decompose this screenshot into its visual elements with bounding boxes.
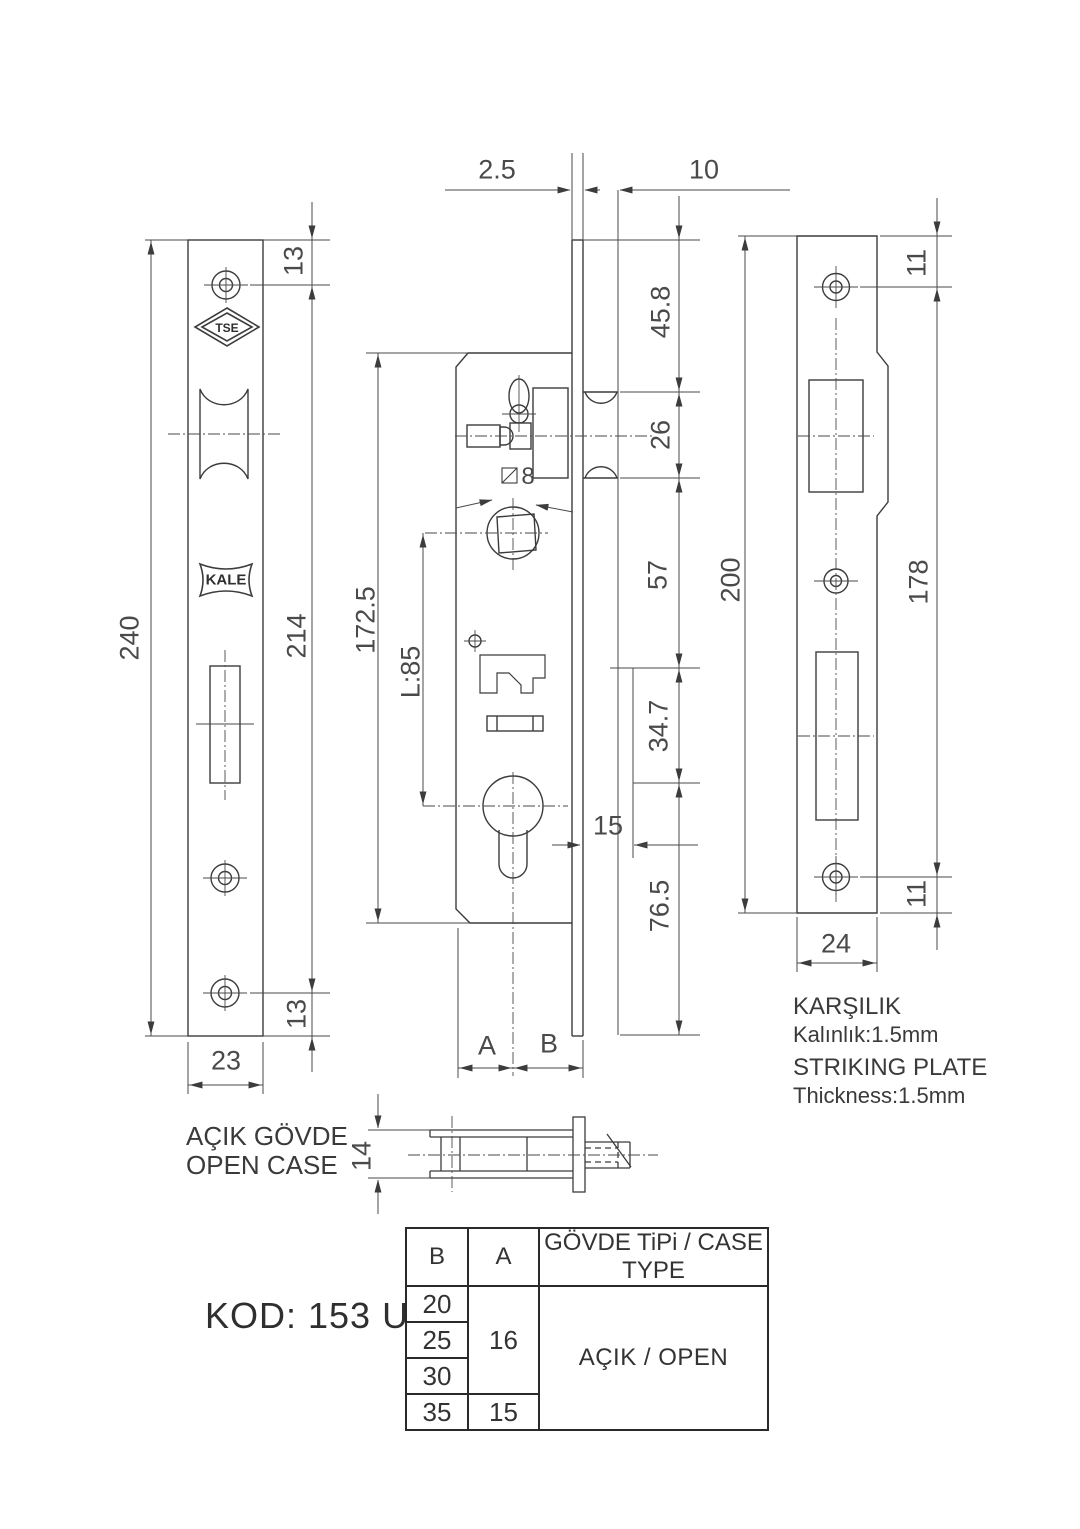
- kale-logo: KALE: [205, 571, 247, 589]
- dim-centre-distance: L:85: [395, 645, 426, 699]
- table-header-case-type: GÖVDE TiPi / CASE TYPE: [539, 1228, 768, 1286]
- lock-case-dimension-lines: [366, 153, 790, 1078]
- dim-follower-square: 8: [521, 463, 535, 490]
- strike-thickness-tr: Kalınlık:1.5mm: [793, 1022, 939, 1047]
- dim-backset-b: B: [539, 1028, 559, 1059]
- table-header-row: [406, 1228, 768, 1286]
- dim-cylinder-to-bottom: 76.5: [644, 879, 675, 933]
- dim-strike-hole-span: 178: [903, 559, 934, 605]
- b-value-20: 20: [406, 1286, 468, 1322]
- open-case-caption: [186, 1122, 348, 1180]
- size-table: [405, 1227, 769, 1431]
- tse-logo: TSE: [215, 321, 239, 335]
- open-case-dimension-lines: [368, 1094, 430, 1214]
- faceplate-centerlines: [168, 267, 282, 1011]
- open-case-centerlines: [408, 1116, 658, 1192]
- striking-plate-centerlines: [798, 266, 874, 902]
- dim-faceplate-width: 23: [210, 1045, 242, 1076]
- b-value-35: 35: [406, 1394, 468, 1430]
- dim-faceplate-height: 240: [114, 615, 145, 661]
- strike-thickness-en: Thickness:1.5mm: [793, 1083, 966, 1108]
- dim-top-to-latch: 45.8: [645, 285, 676, 339]
- open-case-caption-en: OPEN CASE: [186, 1150, 338, 1180]
- b-value-30: 30: [406, 1358, 468, 1394]
- faceplate-front-view: [188, 240, 263, 1036]
- dim-hole-top-offset: 13: [278, 245, 309, 277]
- table-header-a: A: [468, 1228, 539, 1286]
- dim-latch-to-follower: 57: [642, 559, 673, 591]
- a-value-15: 15: [468, 1394, 539, 1430]
- dim-plate-thickness: 2.5: [478, 154, 516, 185]
- b-value-25: 25: [406, 1322, 468, 1358]
- lock-case-side-view: [456, 240, 618, 1036]
- striking-plate-view: [797, 236, 888, 913]
- dim-strike-width: 24: [820, 928, 852, 959]
- dim-backset-a: A: [477, 1030, 497, 1061]
- dim-hole-span: 214: [281, 613, 312, 659]
- dim-strike-hole-bottom-offset: 11: [901, 879, 932, 909]
- dim-case-depth: 14: [346, 1140, 377, 1172]
- striking-plate-caption: [793, 993, 987, 1109]
- dim-deadbolt-throw: 15: [592, 810, 624, 841]
- table-row: [406, 1286, 768, 1322]
- strike-title-tr: KARŞILIK: [793, 993, 902, 1020]
- dim-follower-to-cylinder: 34.7: [643, 699, 674, 753]
- open-case-section-view: [430, 1117, 631, 1192]
- dim-latch-protrusion: 10: [688, 154, 720, 185]
- product-code: KOD: 153 U: [205, 1295, 410, 1336]
- dim-hole-bottom-offset: 13: [281, 998, 312, 1030]
- case-type-value: AÇIK / OPEN: [539, 1286, 768, 1430]
- dim-case-height: 172.5: [350, 586, 381, 654]
- a-value-16: 16: [468, 1286, 539, 1394]
- dim-strike-height: 200: [715, 557, 746, 603]
- dim-latch-height: 26: [645, 419, 676, 451]
- table-header-b: B: [406, 1228, 468, 1286]
- strike-title-en: STRIKING PLATE: [793, 1054, 988, 1081]
- dim-strike-hole-top-offset: 11: [901, 248, 932, 278]
- open-case-caption-tr: AÇIK GÖVDE: [186, 1121, 348, 1151]
